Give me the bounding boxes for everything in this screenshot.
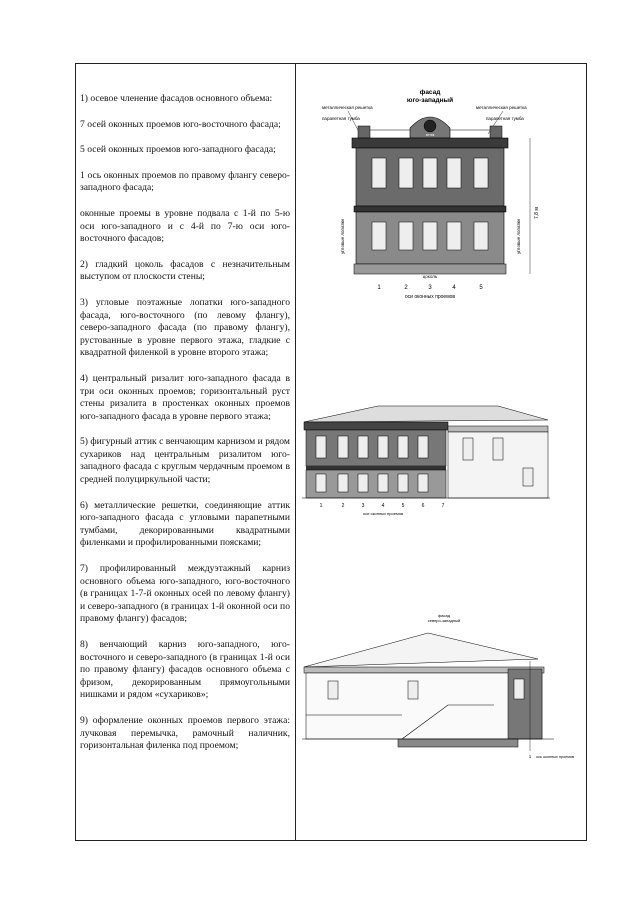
item-9: 9) оформление оконных проемов первого этажа: лучковая перемычка, рамочный наличник, горизонтальная филенка под проемом; (80, 714, 290, 752)
item-1a: 7 осей оконных проемов юго-восточного фасада; (80, 118, 281, 130)
item-1d: оконные проемы в уровне подвала с 1-й по 5-ю оси юго-западного и с 4-й по 7-ю оси юго-восточного фасадов; (80, 207, 290, 245)
item-1: 1) осевое членение фасадов основного объема: (80, 93, 273, 104)
fig3-label-top-2: северо-западный (427, 618, 461, 623)
fig1-label-attic: аттик (425, 133, 435, 137)
fig2-axis-6: 6 (421, 503, 425, 509)
fig1-title-1: фасад (419, 89, 441, 96)
fig1-label-corner-left: угловые лопатки (340, 219, 345, 254)
fig2-axis-7: 7 (441, 503, 445, 509)
fig2-axis-4: 4 (381, 503, 385, 509)
fig1-label-corner-right: угловые лопатки (516, 219, 521, 254)
fig1-label-height: 7,8 м (534, 207, 540, 219)
fig2-axis-5: 5 (401, 503, 405, 509)
fig1-axis-2: 2 (404, 285, 408, 291)
fig1-label-tumba-right: парапетная тумба (486, 116, 524, 121)
southeast-facade-drawing (298, 404, 586, 534)
fig1-axis-1: 1 (377, 285, 381, 291)
fig3-axes-caption: ось оконных проемов (536, 755, 574, 759)
fig2-axes-caption: оси оконных проемов (362, 511, 404, 516)
fig2-axis-2: 2 (341, 503, 345, 509)
document-sheet (75, 63, 587, 841)
item-4: 4) центральный ризалит юго-западного фасада в три оси оконных проемов; горизонтальный руст стены ризалита в простенках оконных проемов юго-западного фасада в уровне первого этажа; (80, 372, 290, 422)
column-divider (295, 64, 296, 840)
fig1-title-2: юго-западный (406, 97, 454, 104)
southwest-facade-drawing (298, 84, 586, 324)
fig1-axis-4: 4 (452, 285, 456, 291)
fig1-label-tumba-left: парапетная тумба (322, 116, 360, 121)
item-8: 8) венчающий карниз юго-западного, юго-восточного и северо-западного (в границах 1-й оси по правому флангу) фасадов основного объема с фризом, декорированным прямоугольными нишками и рядом «сухариков»; (80, 639, 290, 701)
item-1b: 5 осей оконных проемов юго-западного фасада; (80, 144, 276, 156)
item-6: 6) металлические решетки, соединяющие аттик юго-западного фасада с угловыми парапетными тумбами, декорированными квадратными филенками и профилированными поясками; (80, 499, 290, 549)
item-2: 2) гладкий цоколь фасадов с незначительным выступом от плоскости стены; (80, 258, 290, 283)
fig1-axis-3: 3 (428, 285, 432, 291)
fig1-label-grille-left: металлическая решетка (322, 105, 373, 110)
fig1-label-grille-right: металлическая решетка (476, 105, 527, 110)
fig3-label-top-1: фасад (437, 613, 451, 618)
item-1c: 1 ось оконных проемов по правому флангу северо-западного фасада; (80, 169, 290, 194)
fig1-label-plinth: цоколь (422, 274, 438, 279)
fig2-axis-1: 1 (319, 503, 323, 509)
fig1-axes-caption: оси оконных проемов (404, 294, 456, 300)
text-column (80, 93, 290, 766)
figure-column (298, 64, 586, 840)
item-7: 7) профилированный междуэтажный карниз основного объема юго-западного, юго-восточного (в границах 1-7-й оконных осей по левому флангу) и северо-западного (в границах 1-й оконной оси по правому флангу) фасадов; (80, 563, 290, 625)
fig2-axis-3: 3 (361, 503, 365, 509)
item-3: 3) угловые поэтажные лопатки юго-западного фасада, юго-восточного (по левому флангу), северо-западного фасада (по правому флангу), рустованные в уровне первого этажа, гладкие с квадратной филенкой в уровне второго этажа; (80, 296, 290, 359)
fig1-axis-5: 5 (479, 285, 483, 291)
northwest-facade-drawing (298, 609, 586, 759)
fig3-axis-1: 1 (528, 754, 532, 759)
item-5: 5) фигурный аттик с венчающим карнизом и рядом сухариков над центральным ризалитом юго-западного фасада с круглым чердачным проемом в средней полуциркульной части; (80, 436, 290, 486)
